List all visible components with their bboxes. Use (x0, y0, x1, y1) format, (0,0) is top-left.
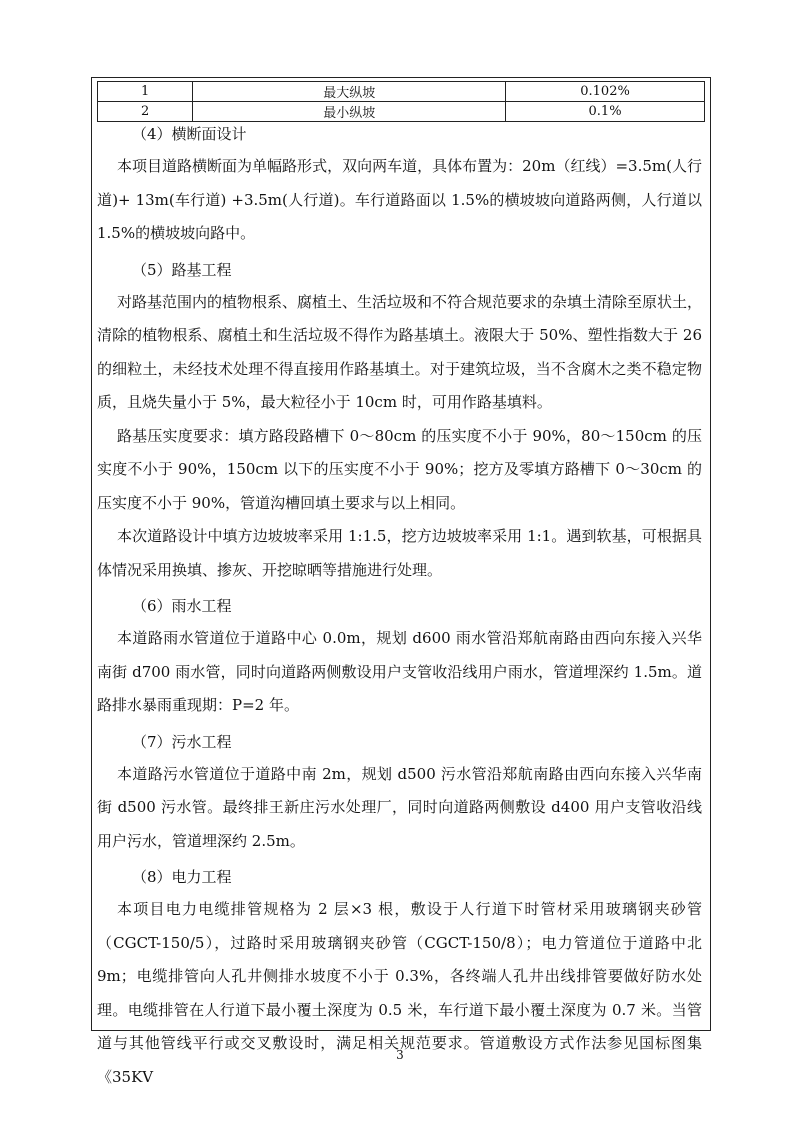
section-heading: （7）污水工程 (132, 732, 232, 751)
page-number: 3 (396, 1048, 404, 1062)
slope-table (97, 81, 705, 122)
paragraph: 路基压实度要求：填方路段路槽下 0～80cm 的压实度不小于 90%，80～150cm 的压实度不小于 90%，150cm 以下的压实度不小于 90%；挖方及零填方路槽下 0～30cm 的压实度不小于 90%，管道沟槽回填土要求与以上相同。 (97, 426, 702, 512)
section-heading: （8）电力工程 (132, 868, 232, 886)
row-value: 0.1% (506, 102, 705, 122)
paragraph: 本项目道路横断面为单幅路形式，双向两车道，具体布置为：20m（红线）=3.5m(人行道)+ 13m(车行道) +3.5m(人行道)。车行道路面以 1.5%的横坡坡向道路两侧，人行道以 1.5%的横坡坡向路中。 (97, 157, 702, 242)
row-item: 最大纵坡 (193, 82, 506, 102)
paragraph: 本项目电力电缆排管规格为 2 层×3 根，敷设于人行道下时管材采用玻璃钢夹砂管（CGCT-150/5），过路时采用玻璃钢夹砂管（CGCT-150/8）；电力管道位于道路中北 9m；电缆排管向人孔井侧排水坡度不小于 0.3%，各终端人孔井出线排管要做好防水处理。电缆排管在人行道下最小覆土深度为 0.5 米，车行道下最小覆土深度为 0.7 米。当管道与其他管线平行或交叉敷设时，满足相关规范要求。管道敷设方式作法参见国标图集《35KV (97, 900, 702, 1086)
row-number: 1 (98, 82, 193, 102)
section-heading: （6）雨水工程 (132, 597, 232, 615)
spec-table-wrapper (97, 81, 705, 122)
paragraph: 本道路污水管道位于道路中南 2m，规划 d500 污水管沿郑航南路由西向东接入兴华南街 d500 污水管。最终排王新庄污水处理厂，同时向道路两侧敷设 d400 用户支管收沿线用户污水，管道埋深约 2.5m。 (97, 764, 702, 850)
document-body (97, 118, 722, 1094)
row-value: 0.102% (506, 82, 705, 102)
row-number: 2 (98, 102, 193, 122)
paragraph: 本道路雨水管道位于道路中心 0.0m，规划 d600 雨水管沿郑航南路由西向东接入兴华南街 d700 雨水管，同时向道路两侧敷设用户支管收沿线用户雨水，管道埋深约 1.5m。道路排水暴雨重现期：P=2 年。 (97, 629, 702, 714)
row-item: 最小纵坡 (193, 102, 506, 122)
table-row (98, 82, 705, 102)
section-heading: （5）路基工程 (132, 260, 232, 279)
paragraph: 本次道路设计中填方边坡坡率采用 1:1.5，挖方边坡坡率采用 1:1。遇到软基，可根据具体情况采用换填、掺灰、开挖晾晒等措施进行处理。 (97, 527, 702, 579)
section-heading: （4）横断面设计 (132, 125, 247, 143)
paragraph: 对路基范围内的植物根系、腐植土、生活垃圾和不符合规范要求的杂填土清除至原状土，清除的植物根系、腐植土和生活垃圾不得作为路基填土。液限大于 50%、塑性指数大于 26 的细粒土，未经技术处理不得直接用作路基填土。对于建筑垃圾，当不含腐木之类不稳定物质，且烧失量小于 5%，最大粒径小于 10cm 时，可用作路基填料。 (97, 292, 703, 411)
